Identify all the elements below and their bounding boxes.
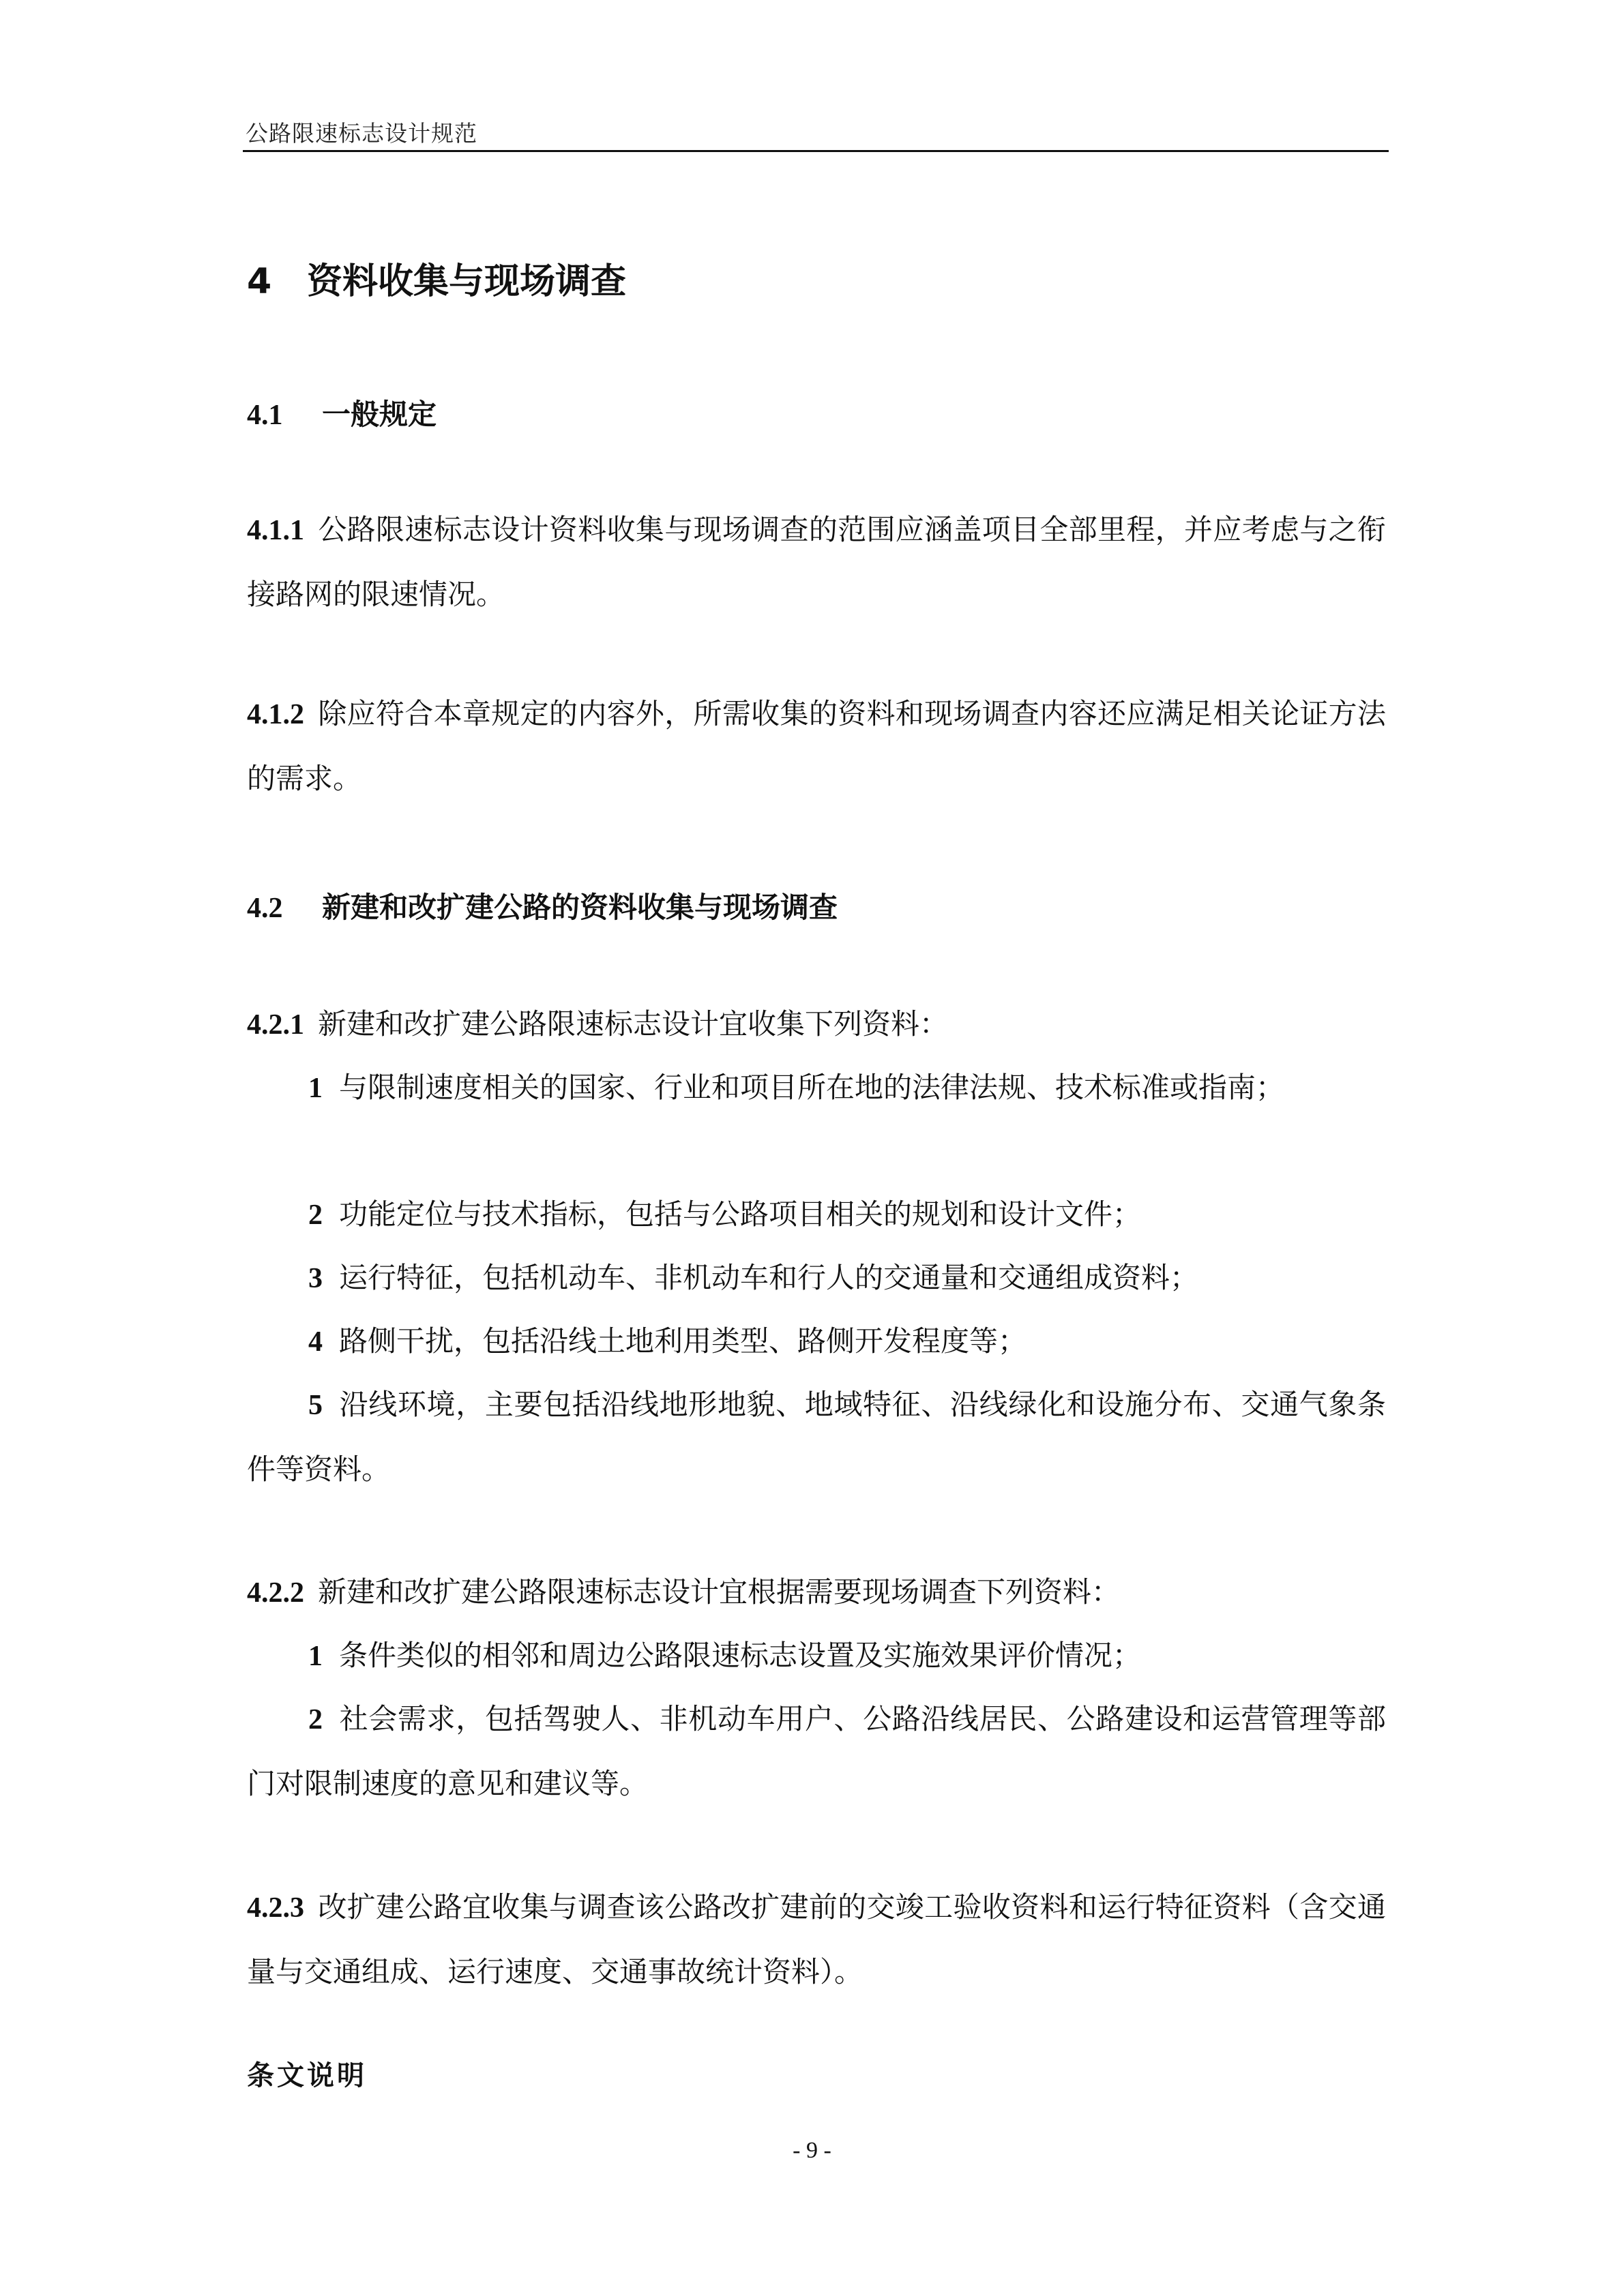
item-number: 1 <box>308 1073 323 1104</box>
section-number: 4.2 <box>247 893 283 924</box>
header-rule <box>243 150 1389 152</box>
clause-number: 4.2.3 <box>247 1892 304 1924</box>
clause-4-2-2 <box>247 1560 1386 1625</box>
clause-text: 公路限速标志设计资料收集与现场调查的范围应涵盖项目全部里程，并应考虑与之衔接路网的限速情况。 <box>247 513 1386 611</box>
item-number: 3 <box>308 1263 323 1294</box>
clause-4-2-3 <box>247 1875 1386 2003</box>
list-item <box>247 1309 1386 1374</box>
list-item <box>247 1373 1386 1501</box>
item-text: 路侧干扰，包括沿线土地利用类型、路侧开发程度等； <box>339 1324 1027 1358</box>
clause-4-1-2 <box>247 682 1386 810</box>
chapter-number: 4 <box>247 261 272 302</box>
section-title: 一般规定 <box>322 398 437 431</box>
section-title: 新建和改扩建公路的资料收集与现场调查 <box>322 891 838 924</box>
chapter-title: 资料收集与现场调查 <box>307 261 627 302</box>
section-heading-4-1 <box>247 392 437 433</box>
page-number: - 9 - <box>793 2138 831 2163</box>
chapter-heading <box>247 252 626 303</box>
item-text: 沿线环境，主要包括沿线地形地貌、地域特征、沿线绿化和设施分布、交通气象条件等资料。 <box>247 1388 1386 1486</box>
clause-4-2-1 <box>247 992 1386 1057</box>
clause-number: 4.2.1 <box>247 1009 304 1041</box>
clause-number: 4.1.1 <box>247 515 304 546</box>
clause-text: 除应符合本章规定的内容外，所需收集的资料和现场调查内容还应满足相关论证方法的需求。 <box>247 697 1386 795</box>
item-text: 与限制速度相关的国家、行业和项目所在地的法律法规、技术标准或指南； <box>339 1071 1285 1104</box>
item-text: 功能定位与技术指标，包括与公路项目相关的规划和设计文件； <box>339 1197 1142 1231</box>
clause-number: 4.2.2 <box>247 1577 304 1609</box>
clause-text: 新建和改扩建公路限速标志设计宜收集下列资料： <box>318 1007 949 1041</box>
item-number: 4 <box>308 1326 323 1358</box>
list-item <box>247 1246 1386 1311</box>
clause-4-1-1 <box>247 498 1386 626</box>
item-number: 2 <box>308 1199 323 1231</box>
section-heading-4-2 <box>247 885 838 926</box>
clause-text: 新建和改扩建公路限速标志设计宜根据需要现场调查下列资料： <box>318 1575 1121 1609</box>
list-item <box>247 1182 1386 1247</box>
section-number: 4.1 <box>247 400 283 431</box>
clause-text: 改扩建公路宜收集与调查该公路改扩建前的交竣工验收资料和运行特征资料（含交通量与交通组成、运行速度、交通事故统计资料）。 <box>247 1890 1386 1988</box>
item-number: 2 <box>308 1704 323 1735</box>
list-item <box>247 1687 1386 1815</box>
list-item <box>247 1624 1386 1688</box>
item-number: 5 <box>308 1390 323 1421</box>
item-text: 条件类似的相邻和周边公路限速标志设置及实施效果评价情况； <box>339 1639 1142 1672</box>
item-number: 1 <box>308 1641 323 1672</box>
item-text: 社会需求，包括驾驶人、非机动车用户、公路沿线居民、公路建设和运营管理等部门对限制速度的意见和建议等。 <box>247 1702 1386 1800</box>
item-text: 运行特征，包括机动车、非机动车和行人的交通量和交通组成资料； <box>339 1261 1199 1294</box>
running-header-title: 公路限速标志设计规范 <box>246 120 477 147</box>
list-item <box>247 1056 1386 1120</box>
explanation-heading: 条文说明 <box>247 2060 367 2091</box>
clause-number: 4.1.2 <box>247 699 304 730</box>
